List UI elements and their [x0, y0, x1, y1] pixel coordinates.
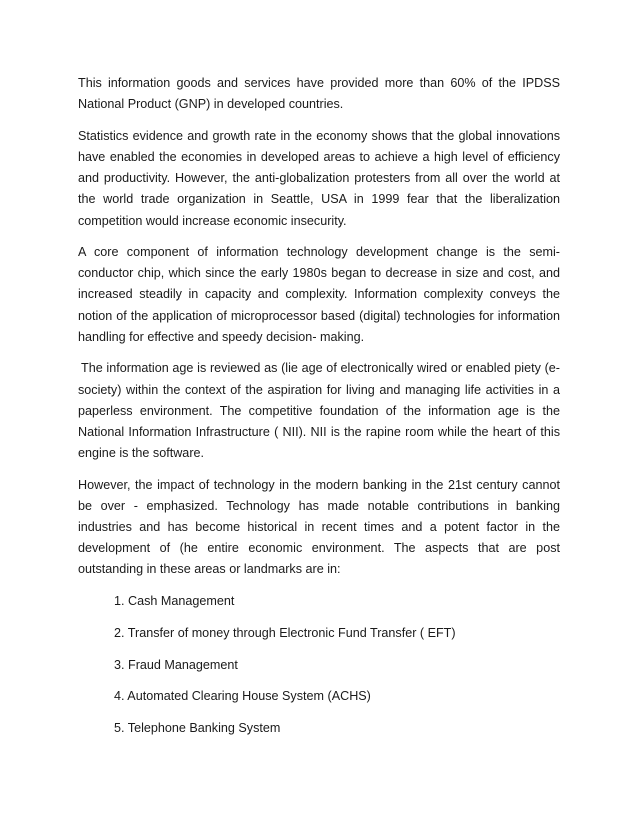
landmarks-list	[78, 591, 560, 739]
document-body	[78, 73, 560, 750]
list-item: 3. Fraud Management	[114, 657, 238, 672]
list-item: 1. Cash Management	[114, 593, 235, 608]
paragraph-statistics: Statistics evidence and growth rate in the economy shows that the global innovations have enabled the economies in developed areas to achieve a high level of efficiency and productivity. However, the anti-globalization protesters from all over the world at the world trade organization in Seattle, USA in 1999 fear that the liberalization competition would increase economic insecurity.	[78, 128, 560, 228]
list-item: 2. Transfer of money through Electronic Fund Transfer ( EFT)	[114, 625, 456, 640]
paragraph-information-age: The information age is reviewed as (lie age of electronically wired or enabled piety (e-society) within the context of the aspiration for living and managing life activities in a paperless environment. The competitive foundation of the information age is the National Information Infrastructure ( NII). NII is the rapine room while the heart of this engine is the software.	[78, 361, 560, 461]
paragraph-banking-impact: However, the impact of technology in the modern banking in the 21st century cannot be over - emphasized. Technology has made notable contributions in banking industries and has become historical in recent times and a potent factor in the development of (he entire economic environment. The aspects that are post outstanding in these areas or landmarks are in:	[78, 477, 560, 577]
paragraph-gnp: This information goods and services have provided more than 60% of the IPDSS National Product (GNP) in developed countries.	[78, 76, 560, 112]
list-item: 4. Automated Clearing House System (ACHS)	[114, 689, 371, 704]
list-item: 5. Telephone Banking System	[114, 721, 281, 736]
paragraph-semiconductor: A core component of information technology development change is the semi-conductor chip, which since the early 1980s began to decrease in size and cost, and increased steadily in capacity and complexity. Information complexity conveys the notion of the application of microprocessor based (digital) technologies for information handling for effective and speedy decision- making.	[78, 245, 560, 344]
